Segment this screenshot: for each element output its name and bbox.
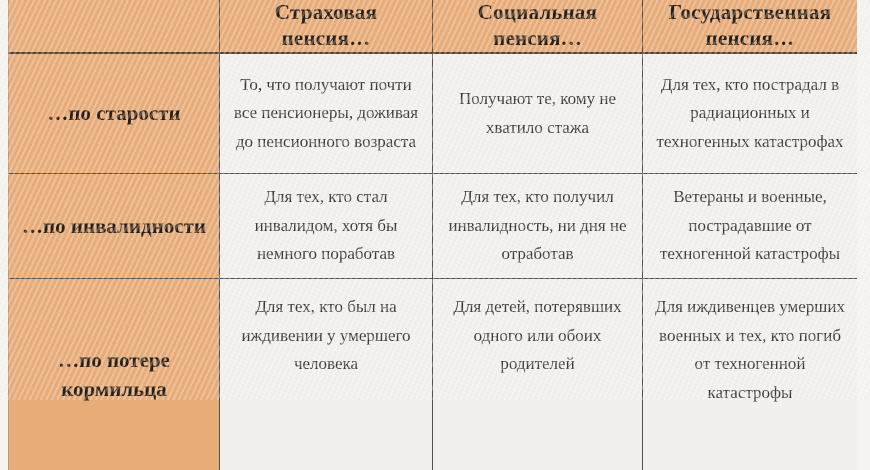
cell-old-age-state: Для тех, кто пострадал в радиационных и техногенных катастрофах bbox=[642, 54, 857, 173]
row-header-loss-of-breadwinner: …по потере кормильца bbox=[8, 278, 219, 470]
cell-disability-insurance: Для тех, кто стал инвалидом, хотя бы немного поработав bbox=[219, 173, 432, 278]
cell-disability-state: Ветераны и военные, пострадавшие от техногенной катастрофы bbox=[642, 173, 857, 278]
cell-old-age-insurance: То, что получают почти все пенсионеры, доживая до пенсионного возраста bbox=[219, 54, 432, 173]
cell-disability-social: Для тех, кто получил инвалидность, ни дня не отработав bbox=[432, 173, 642, 278]
cell-breadwinner-state: Для иждивенцев умерших военных и тех, кто погиб от техногенной катастрофы bbox=[642, 278, 857, 470]
row-header-old-age: …по старости bbox=[8, 54, 219, 173]
cell-old-age-social: Получают те, кому не хватило стажа bbox=[432, 54, 642, 173]
column-header-insurance-pension: Страховая пенсия… bbox=[219, 0, 432, 54]
column-header-social-pension: Социальная пенсия… bbox=[432, 0, 642, 54]
cell-breadwinner-insurance: Для тех, кто был на иждивении у умершего человека bbox=[219, 278, 432, 470]
row-header-disability: …по инвалидности bbox=[8, 173, 219, 278]
corner-cell bbox=[8, 0, 219, 54]
column-header-state-pension: Государственная пенсия… bbox=[642, 0, 857, 54]
cell-breadwinner-social: Для детей, потерявших одного или обоих родителей bbox=[432, 278, 642, 470]
